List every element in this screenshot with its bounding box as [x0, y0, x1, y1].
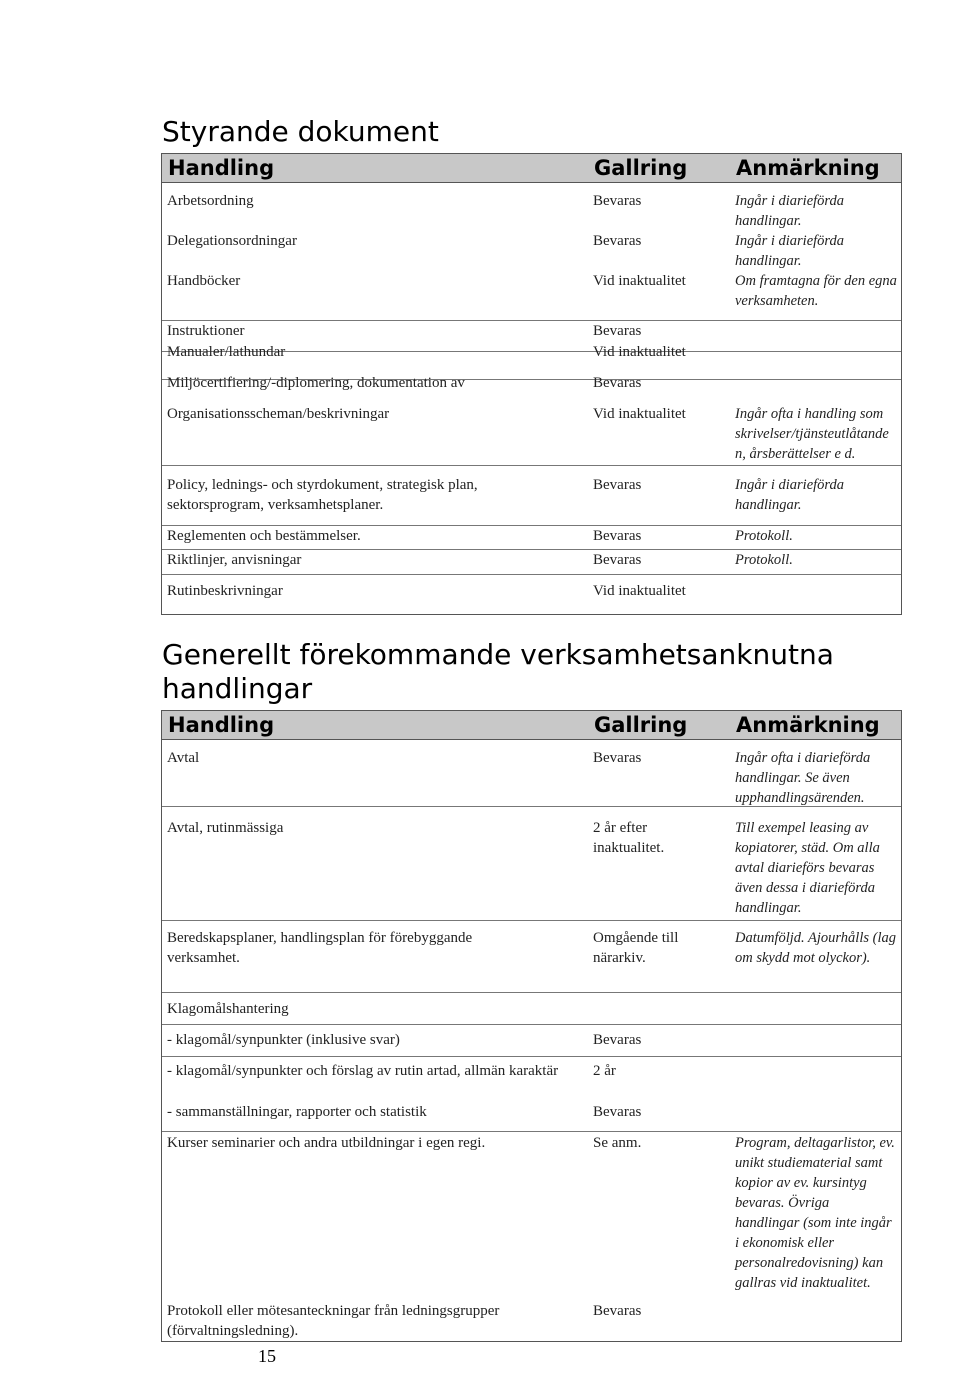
row-divider	[162, 1024, 901, 1025]
remark-cell: Ingår i diarieförda handlingar.	[735, 233, 845, 269]
gallring-cell: 2 år	[593, 1063, 616, 1079]
row-divider	[162, 320, 901, 321]
gallring-cell: Vid inaktualitet	[593, 344, 686, 360]
gallring-cell: Se anm.	[593, 1135, 642, 1151]
gallring-cell: Bevaras	[593, 1104, 642, 1120]
gallring-cell: Bevaras	[593, 193, 642, 209]
row-divider	[162, 920, 901, 921]
row-divider	[162, 1056, 901, 1057]
table-row: - sammanställningar, rapporter och statistik	[167, 1104, 427, 1120]
table-row: Riktlinjer, anvisningar	[167, 552, 302, 568]
remark-cell: Ingår i diarieförda handlingar.	[735, 193, 845, 229]
table-row: - klagomål/synpunkter (inklusive svar)	[167, 1032, 400, 1048]
remark-cell: Ingår ofta i handling som skrivelser/tjänsteutlåtande n, årsberättelser e d.	[735, 406, 889, 462]
remark-cell: Ingår i diarieförda handlingar.	[735, 477, 845, 513]
remark-cell: Protokoll.	[735, 552, 793, 568]
table-row: Avtal, rutinmässiga	[167, 820, 284, 836]
table-header-1	[161, 153, 902, 183]
gallring-cell: 2 år efter inaktualitet.	[593, 820, 665, 856]
table-row: Klagomålshantering	[167, 1001, 289, 1017]
table-header-2	[161, 710, 902, 740]
section-title-styrande-dokument: Styrande dokument	[162, 115, 439, 148]
remark-cell: Datumföljd. Ajourhålls (lag om skydd mot olyckor).	[735, 930, 896, 966]
row-divider	[162, 465, 901, 466]
gallring-cell: Vid inaktualitet	[593, 406, 686, 422]
table-row: Beredskapsplaner, handlingsplan för förebyggande verksamhet.	[167, 930, 473, 966]
table-row: Policy, lednings- och styrdokument, strategisk plan, sektorsprogram, verksamhetsplaner.	[167, 477, 478, 513]
table-body-1	[161, 183, 902, 615]
section-title-generellt: Generellt förekommande verksamhetsanknutna handlingar	[162, 638, 834, 705]
gallring-cell: Bevaras	[593, 552, 642, 568]
remark-cell: Program, deltagarlistor, ev. unikt studiematerial samt kopior av ev. kursintyg bevaras. Övriga handlingar (som inte ingår i ekonomisk eller personalredovisning) kan gallras vid inaktualitet.	[735, 1135, 895, 1291]
gallring-cell: Bevaras	[593, 528, 642, 544]
remark-cell: Protokoll.	[735, 528, 793, 544]
remark-cell: Ingår ofta i diarieförda handlingar. Se även upphandlingsärenden.	[735, 750, 871, 806]
table-row: - klagomål/synpunkter och förslag av rutin artad, allmän karaktär	[167, 1063, 559, 1079]
gallring-cell: Bevaras	[593, 323, 642, 339]
table-row: Instruktioner	[167, 323, 245, 339]
table-row: Organisationsscheman/beskrivningar	[167, 406, 390, 422]
table-row: Kurser seminarier och andra utbildningar i egen regi.	[167, 1135, 486, 1151]
table-row: Protokoll eller mötesanteckningar från ledningsgrupper (förvaltningsledning).	[167, 1303, 500, 1339]
table-row: Rutinbeskrivningar	[167, 583, 283, 599]
page-number: 15	[258, 1346, 276, 1366]
gallring-cell: Bevaras	[593, 233, 642, 249]
table-row: Reglementen och bestämmelser.	[167, 528, 361, 544]
table-row: Miljöcertifiering/-diplomering, dokumentation av	[167, 375, 465, 391]
column-header-handling: Handling	[168, 713, 275, 737]
row-divider	[162, 574, 901, 575]
column-header-gallring: Gallring	[594, 156, 688, 180]
remark-cell: Till exempel leasing av kopiatorer, städ. Om alla avtal diarieförs bevaras även dessa i diarieförda handlingar.	[735, 820, 880, 916]
table-row: Delegationsordningar	[167, 233, 297, 249]
row-divider	[162, 1131, 901, 1132]
gallring-cell: Bevaras	[593, 1032, 642, 1048]
gallring-cell: Vid inaktualitet	[593, 273, 686, 289]
table-row: Manualer/lathundar	[167, 344, 286, 360]
table-row: Arbetsordning	[167, 193, 254, 209]
gallring-cell: Bevaras	[593, 1303, 642, 1319]
column-header-anmarkning: Anmärkning	[736, 713, 880, 737]
column-header-handling: Handling	[168, 156, 275, 180]
column-header-gallring: Gallring	[594, 713, 688, 737]
remark-cell: Om framtagna för den egna verksamheten.	[735, 273, 897, 309]
gallring-cell: Bevaras	[593, 375, 642, 391]
gallring-cell: Bevaras	[593, 477, 642, 493]
gallring-cell: Omgående till närarkiv.	[593, 930, 679, 966]
row-divider	[162, 992, 901, 993]
gallring-cell: Vid inaktualitet	[593, 583, 686, 599]
table-row: Handböcker	[167, 273, 241, 289]
table-row: Avtal	[167, 750, 200, 766]
gallring-cell: Bevaras	[593, 750, 642, 766]
column-header-anmarkning: Anmärkning	[736, 156, 880, 180]
table-body-2	[161, 740, 902, 1342]
